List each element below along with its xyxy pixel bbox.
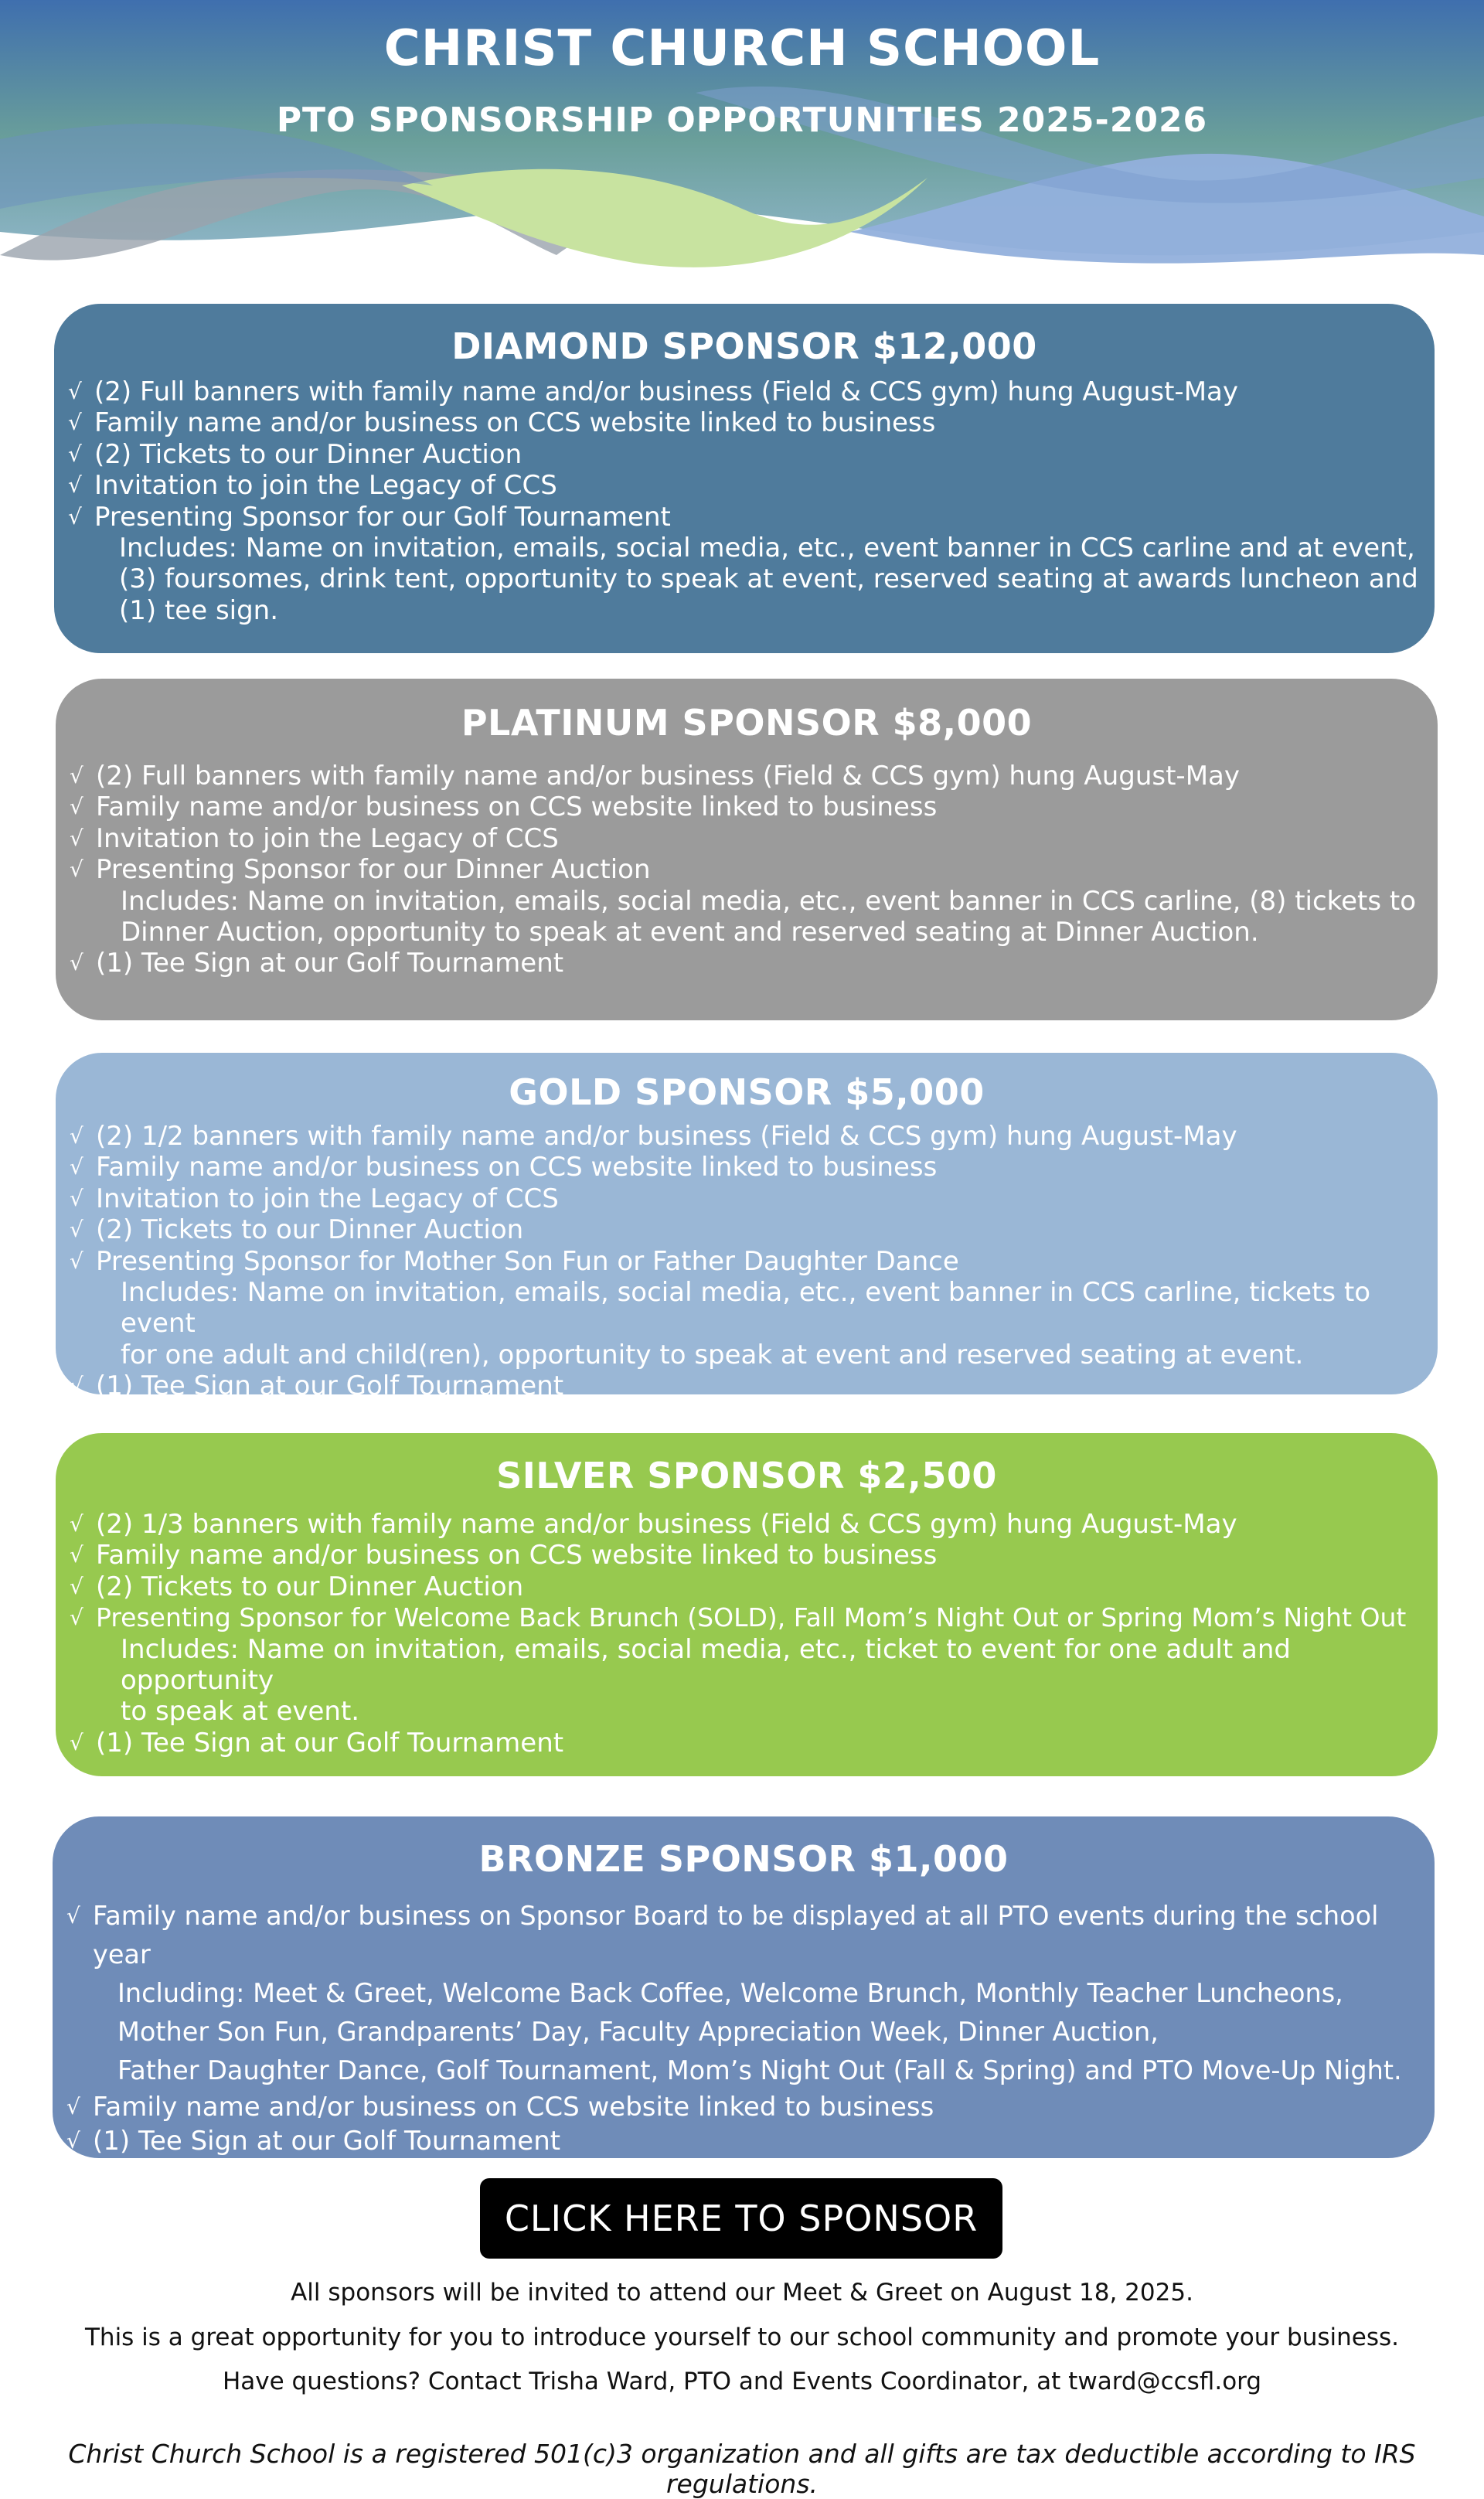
benefit-item	[56, 1540, 1438, 1571]
benefit-text: Family name and/or business on CCS website linked to business	[96, 1540, 938, 1571]
benefit-item	[56, 1152, 1438, 1183]
check-icon: √	[70, 825, 83, 851]
benefit-detail: Includes: Name on invitation, emails, social media, etc., event banner in CCS carline and at event,	[119, 533, 1415, 564]
benefit-text: (2) Full banners with family name and/or business (Field & CCS gym) hung August-May	[96, 761, 1240, 792]
benefit-item	[54, 470, 1435, 501]
check-icon: √	[70, 1123, 83, 1149]
benefit-detail: Includes: Name on invitation, emails, social media, etc., event banner in CCS carline, tickets to event	[121, 1277, 1371, 1340]
benefit-text: (2) Tickets to our Dinner Auction	[96, 1214, 524, 1246]
benefit-text: (1) Tee Sign at our Golf Tournament	[93, 2126, 561, 2157]
tier-card-gold	[56, 1053, 1438, 1402]
info-line-meet-greet: All sponsors will be invited to attend our Meet & Greet on August 18, 2025.	[291, 2279, 1193, 2307]
benefit-text: Family name and/or business on CCS website linked to business	[96, 1152, 938, 1183]
benefit-detail: (3) foursomes, drink tent, opportunity to speak at event, reserved seating at awards luncheon and	[119, 563, 1418, 595]
benefit-text: Family name and/or business on CCS website linked to business	[94, 407, 936, 439]
tier-title: DIAMOND SPONSOR $12,000	[451, 325, 1037, 367]
page-title: CHRIST CHURCH SCHOOL	[383, 20, 1101, 77]
tier-title: SILVER SPONSOR $2,500	[496, 1455, 997, 1496]
benefit-detail: for one adult and child(ren), opportunity to speak at event and reserved seating at event.	[121, 1339, 1304, 1370]
info-line-opportunity: This is a great opportunity for you to introduce yourself to our school community and promote your business.	[84, 2324, 1399, 2351]
info-line-contact: Have questions? Contact Trisha Ward, PTO and Events Coordinator, at tward@ccsfl.org	[222, 2368, 1262, 2395]
tax-disclaimer: Christ Church School is a registered 501(c)3 organization and all gifts are tax deductible according to IRS regulations.	[68, 2439, 1416, 2499]
benefit-text: (2) 1/3 banners with family name and/or business (Field & CCS gym) hung August-May	[96, 1509, 1237, 1540]
header-banner	[0, 0, 1484, 278]
benefit-text: (1) Tee Sign at our Golf Tournament	[96, 1727, 564, 1758]
benefit-item	[54, 407, 1435, 438]
sponsor-button[interactable]: CLICK HERE TO SPONSOR	[480, 2178, 1002, 2259]
benefit-item	[56, 1370, 1438, 1401]
check-icon: √	[68, 472, 82, 499]
benefit-detail: Dinner Auction, opportunity to speak at event and reserved seating at Dinner Auction.	[121, 917, 1259, 948]
benefit-item	[56, 1214, 1438, 1245]
check-icon: √	[70, 950, 83, 976]
check-icon: √	[70, 856, 83, 883]
benefit-list	[56, 761, 1438, 979]
benefit-list	[56, 1121, 1438, 1402]
check-icon: √	[70, 1511, 83, 1537]
benefit-item	[53, 1897, 1435, 2090]
benefit-detail: Including: Meet & Greet, Welcome Back Coffee, Welcome Brunch, Monthly Teacher Luncheons,	[117, 1978, 1343, 2008]
tier-title: PLATINUM SPONSOR $8,000	[461, 702, 1033, 744]
check-icon: √	[70, 763, 83, 788]
benefit-text: (2) Full banners with family name and/or business (Field & CCS gym) hung August-May	[94, 376, 1238, 407]
benefit-text: (2) Tickets to our Dinner Auction	[96, 1571, 524, 1602]
benefit-detail: to speak at event.	[121, 1696, 360, 1728]
benefit-item	[54, 502, 1435, 627]
benefit-item	[54, 376, 1435, 407]
benefit-text: Family name and/or business on Sponsor Board to be displayed at all PTO events during the school year	[93, 1901, 1379, 1970]
benefit-item	[54, 439, 1435, 470]
check-icon: √	[68, 441, 82, 467]
check-icon: √	[68, 503, 82, 529]
check-icon: √	[66, 2128, 80, 2153]
benefit-text: (2) Tickets to our Dinner Auction	[94, 438, 522, 470]
benefit-item	[56, 823, 1438, 854]
benefit-item	[56, 1246, 1438, 1371]
benefit-item	[56, 1602, 1438, 1728]
benefit-list	[54, 376, 1435, 626]
page-subtitle: PTO SPONSORSHIP OPPORTUNITIES 2025-2026	[276, 100, 1208, 140]
benefit-text: Family name and/or business on CCS website linked to business	[96, 792, 938, 823]
tier-card-silver	[56, 1433, 1438, 1776]
benefit-item	[56, 761, 1438, 792]
check-icon: √	[68, 379, 82, 404]
benefit-item	[56, 1571, 1438, 1602]
check-icon: √	[70, 1573, 83, 1599]
check-icon: √	[68, 410, 82, 436]
benefit-text: (1) Tee Sign at our Golf Tournament	[96, 1370, 564, 1402]
tier-card-diamond	[54, 304, 1435, 653]
benefit-item	[56, 1509, 1438, 1540]
benefit-text: Invitation to join the Legacy of CCS	[94, 470, 557, 502]
benefit-detail: Mother Son Fun, Grandparents’ Day, Faculty Appreciation Week, Dinner Auction,	[117, 2017, 1159, 2047]
benefit-list	[56, 1509, 1438, 1758]
benefit-detail: (1) tee sign.	[119, 594, 279, 626]
check-icon: √	[70, 1729, 83, 1755]
check-icon: √	[70, 1605, 83, 1631]
benefit-item	[56, 1728, 1438, 1758]
benefit-text: Presenting Sponsor for our Golf Tournament	[94, 501, 671, 533]
benefit-item	[56, 1183, 1438, 1214]
tier-card-bronze	[53, 1816, 1435, 2158]
check-icon: √	[70, 1248, 83, 1274]
benefit-text: Presenting Sponsor for Mother Son Fun or Father Daughter Dance	[96, 1245, 959, 1277]
benefit-text: Presenting Sponsor for Welcome Back Brunch (SOLD), Fall Mom’s Night Out or Spring Mom’s Night Out	[96, 1602, 1407, 1633]
benefit-list	[53, 1897, 1435, 2158]
check-icon: √	[70, 1154, 83, 1180]
benefit-item	[56, 854, 1438, 948]
benefit-item	[53, 2090, 1435, 2124]
benefit-item	[53, 2124, 1435, 2158]
benefit-detail: Father Daughter Dance, Golf Tournament, Mom’s Night Out (Fall & Spring) and PTO Move-Up Night.	[117, 2055, 1402, 2085]
check-icon: √	[70, 1185, 83, 1211]
check-icon: √	[70, 1542, 83, 1568]
benefit-item	[56, 1121, 1438, 1152]
benefit-text: Family name and/or business on CCS website linked to business	[93, 2092, 934, 2123]
benefit-item	[56, 948, 1438, 979]
benefit-text: Invitation to join the Legacy of CCS	[96, 1183, 559, 1214]
benefit-text: Invitation to join the Legacy of CCS	[96, 822, 559, 854]
check-icon: √	[70, 794, 83, 820]
benefit-text: (2) 1/2 banners with family name and/or business (Field & CCS gym) hung August-May	[96, 1121, 1237, 1152]
tier-card-platinum	[56, 679, 1438, 1020]
benefit-detail: Includes: Name on invitation, emails, social media, etc., ticket to event for one adult and opportunity	[121, 1633, 1291, 1697]
benefit-text: (1) Tee Sign at our Golf Tournament	[96, 948, 564, 979]
check-icon: √	[70, 1373, 83, 1399]
check-icon: √	[70, 1217, 83, 1243]
check-icon: √	[66, 2094, 80, 2119]
tier-title: GOLD SPONSOR $5,000	[509, 1071, 985, 1113]
benefit-text: Presenting Sponsor for our Dinner Auction	[96, 854, 651, 886]
check-icon: √	[66, 1903, 80, 1929]
benefit-item	[56, 792, 1438, 822]
benefit-detail: Includes: Name on invitation, emails, social media, etc., event banner in CCS carline, (8) tickets to	[121, 885, 1417, 917]
tier-title: BRONZE SPONSOR $1,000	[478, 1838, 1009, 1880]
